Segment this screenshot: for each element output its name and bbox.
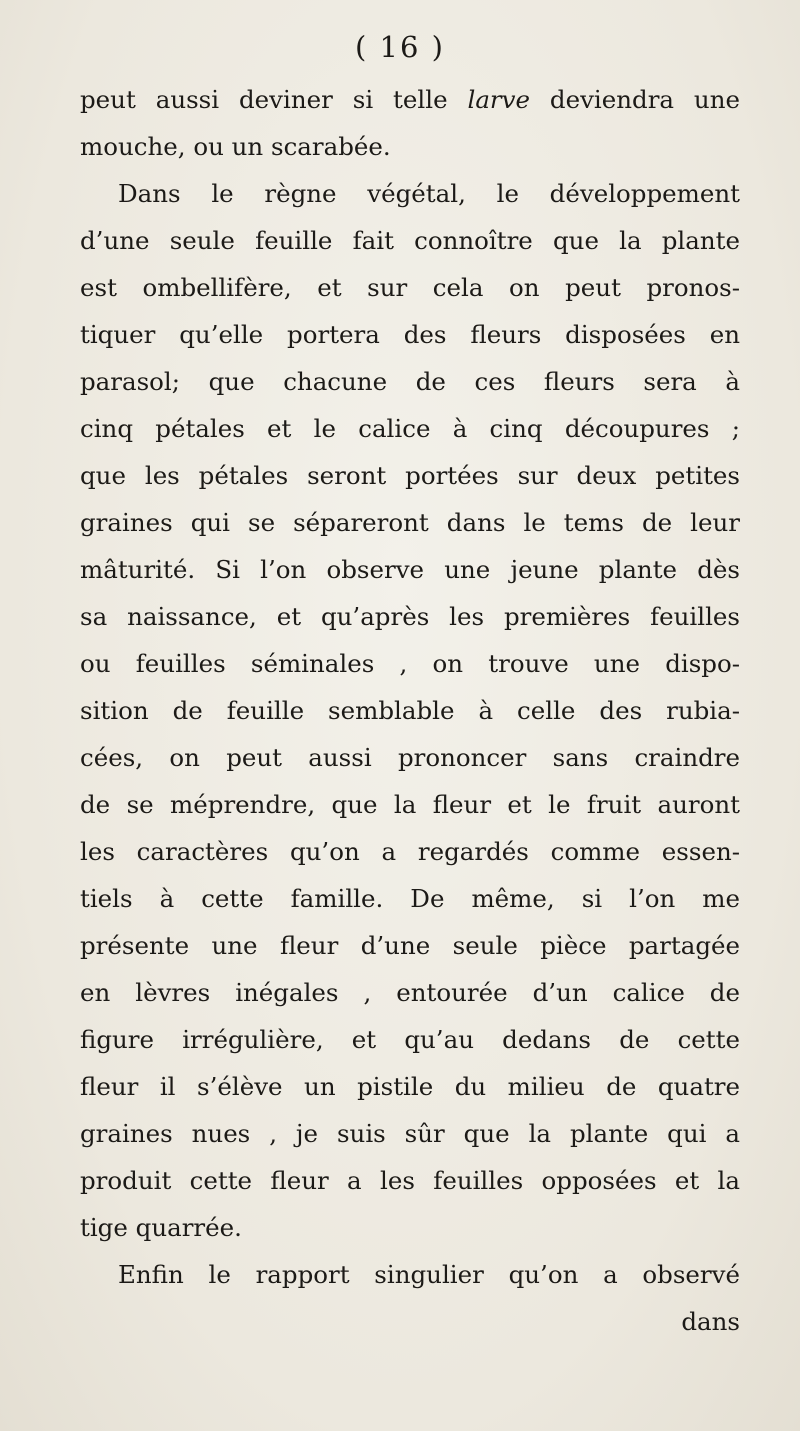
text-line: tiels à cette famille. De même, si l’on me <box>80 884 740 913</box>
text-line: que les pétales seront portées sur deux petites <box>80 461 740 490</box>
page-number-header: ( 16 ) <box>355 30 445 64</box>
text-line: cées, on peut aussi prononcer sans craindre <box>80 743 740 772</box>
text-line: sa naissance, et qu’après les premières feuilles <box>80 602 740 631</box>
text-line: tige quarrée. <box>80 1213 242 1242</box>
text-line: d’une seule feuille fait connoître que la plante <box>80 226 740 255</box>
text-line: mâturité. Si l’on observe une jeune plante dès <box>80 555 740 584</box>
text-line: de se méprendre, que la fleur et le fruit auront <box>80 790 740 819</box>
text-line: figure irrégulière, et qu’au dedans de cette <box>80 1025 740 1054</box>
text-line: présente une fleur d’une seule pièce partagée <box>80 931 740 960</box>
text-line: tiquer qu’elle portera des fleurs disposées en <box>80 320 740 349</box>
catchword: dans <box>681 1307 740 1336</box>
text-segment: peut aussi deviner si telle <box>80 85 468 114</box>
body-text <box>80 76 740 1345</box>
text-line: fleur il s’élève un pistile du milieu de quatre <box>80 1072 740 1101</box>
text-segment: deviendra une <box>529 85 740 114</box>
text-line: graines nues , je suis sûr que la plante qui a <box>80 1119 740 1148</box>
italic-word: larve <box>467 85 530 114</box>
text-line: sition de feuille semblable à celle des rubia- <box>80 696 740 725</box>
text-line: ou feuilles séminales , on trouve une dispo- <box>80 649 740 678</box>
paragraph-first-line: Dans le règne végétal, le développement <box>118 179 740 208</box>
paragraph-first-line: Enfin le rapport singulier qu’on a observé <box>118 1260 740 1289</box>
text-line: cinq pétales et le calice à cinq découpures ; <box>80 414 740 443</box>
text-line: parasol; que chacune de ces fleurs sera à <box>80 367 740 396</box>
text-line <box>80 76 740 123</box>
text-line: mouche, ou un scarabée. <box>80 132 391 161</box>
text-line: est ombellifère, et sur cela on peut pronos- <box>80 273 740 302</box>
text-line: produit cette fleur a les feuilles opposées et la <box>80 1166 740 1195</box>
text-line: en lèvres inégales , entourée d’un calice de <box>80 978 740 1007</box>
text-line: les caractères qu’on a regardés comme essen- <box>80 837 740 866</box>
text-line: graines qui se sépareront dans le tems de leur <box>80 508 740 537</box>
